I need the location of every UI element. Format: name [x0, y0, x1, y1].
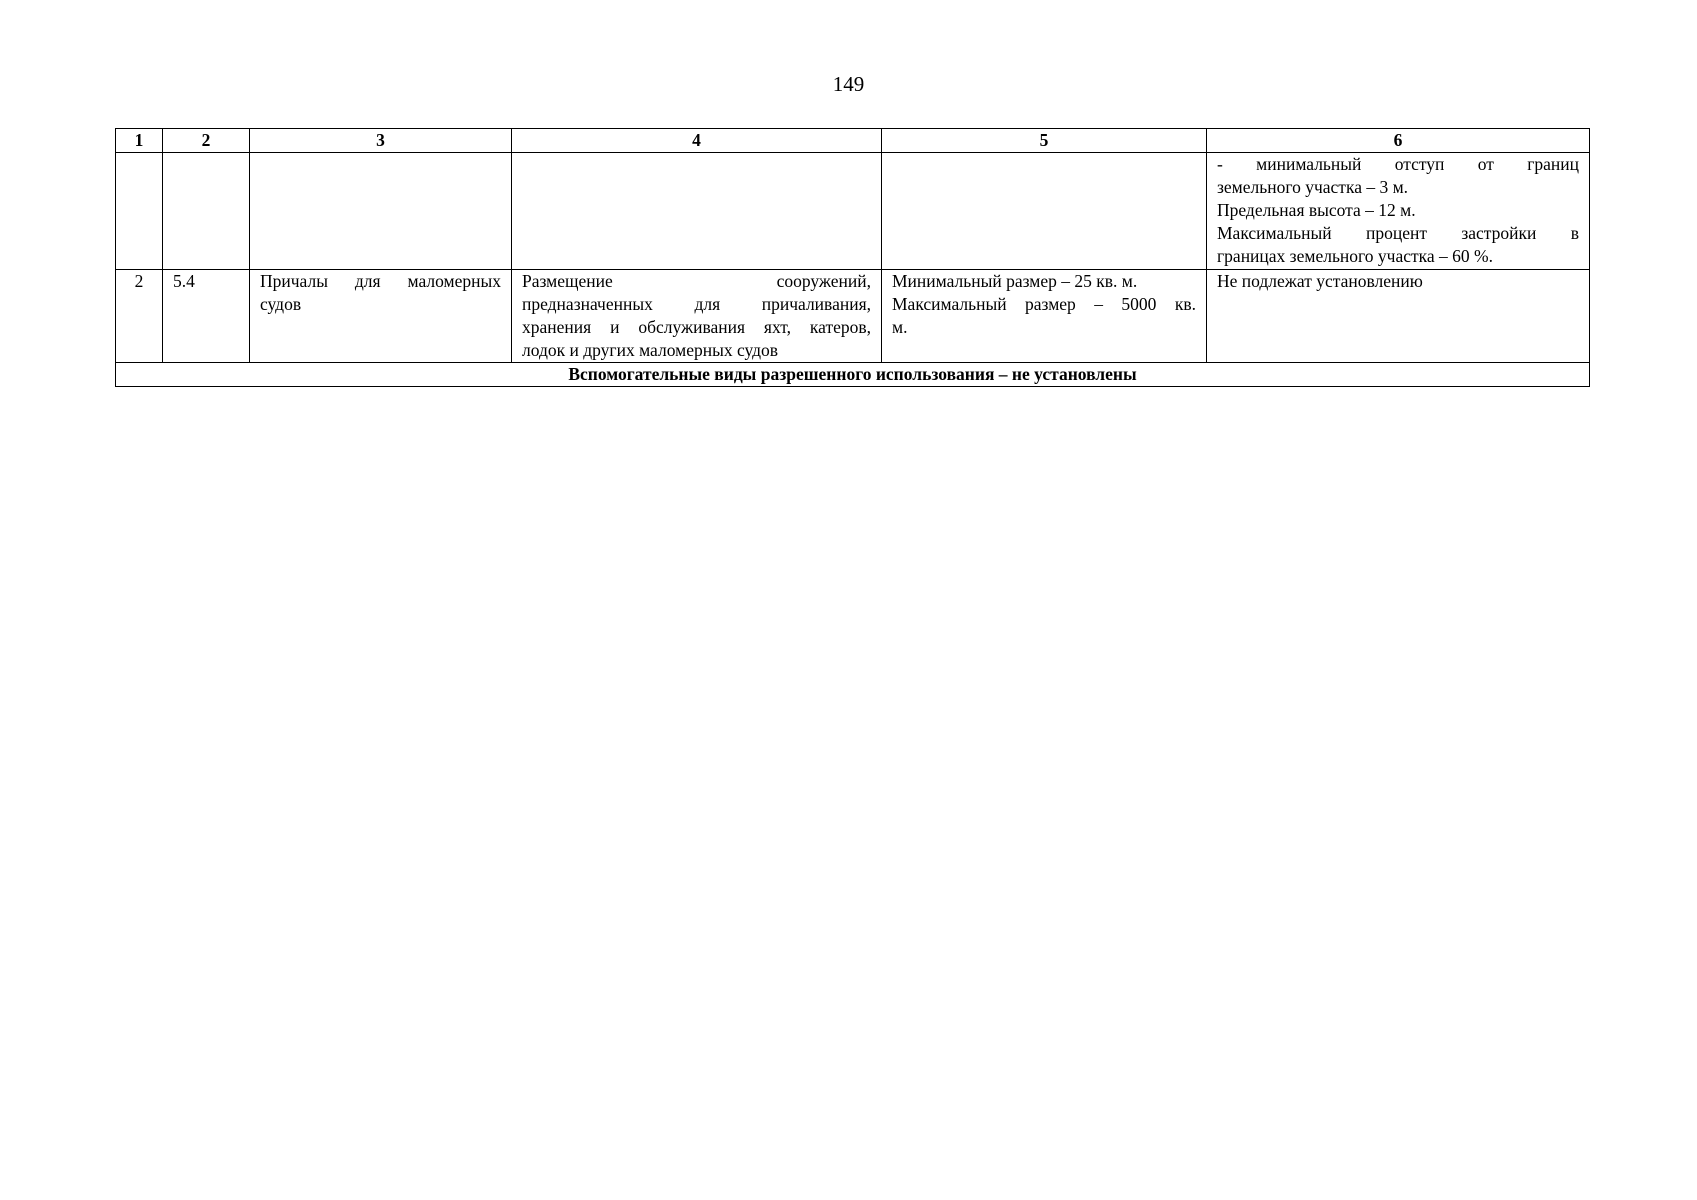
header-col-5: 5 — [882, 129, 1207, 153]
text-line: границах земельного участка – 60 %. — [1217, 246, 1493, 266]
text-line: - минимальный отступ от границ — [1217, 154, 1579, 174]
table-footer-row — [116, 363, 1590, 387]
text-line: лодок и других маломерных судов — [522, 340, 779, 360]
text-line: земельного участка – 3 м. — [1217, 177, 1409, 197]
header-col-6: 6 — [1207, 129, 1590, 153]
table-row — [116, 270, 1590, 363]
header-col-2: 2 — [163, 129, 250, 153]
cell-parameters: Не подлежат установлению — [1207, 270, 1590, 363]
table-row-continuation — [116, 153, 1590, 270]
text-line: Минимальный размер – 25 кв. м. — [892, 271, 1138, 291]
header-col-1: 1 — [116, 129, 163, 153]
text-line: м. — [892, 317, 908, 337]
cell-code: 5.4 — [163, 270, 250, 363]
cell-empty — [116, 153, 163, 270]
cell-plot-size — [882, 270, 1207, 363]
text-line: Причалы для маломерных — [260, 271, 501, 291]
text-line: Предельная высота – 12 м. — [1217, 200, 1416, 220]
cell-empty — [512, 153, 882, 270]
header-col-3: 3 — [250, 129, 512, 153]
cell-parameters-continued — [1207, 153, 1590, 270]
cell-use-name — [250, 270, 512, 363]
table-header-row — [116, 129, 1590, 153]
text-line: Максимальный процент застройки в — [1217, 223, 1579, 243]
text-line: предназначенных для причаливания, — [522, 294, 871, 314]
auxiliary-uses-note: Вспомогательные виды разрешенного использования – не установлены — [116, 363, 1590, 387]
cell-use-description — [512, 270, 882, 363]
cell-empty — [250, 153, 512, 270]
page-number: 149 — [832, 72, 865, 96]
text-line: хранения и обслуживания яхт, катеров, — [522, 317, 871, 337]
text-line: Максимальный размер – 5000 кв. — [892, 294, 1196, 314]
cell-empty — [163, 153, 250, 270]
header-col-4: 4 — [512, 129, 882, 153]
cell-empty — [882, 153, 1207, 270]
text-line: судов — [260, 294, 302, 314]
zoning-table — [115, 128, 1590, 387]
text-line: Размещение сооружений, — [522, 271, 871, 291]
cell-row-number: 2 — [116, 270, 163, 363]
